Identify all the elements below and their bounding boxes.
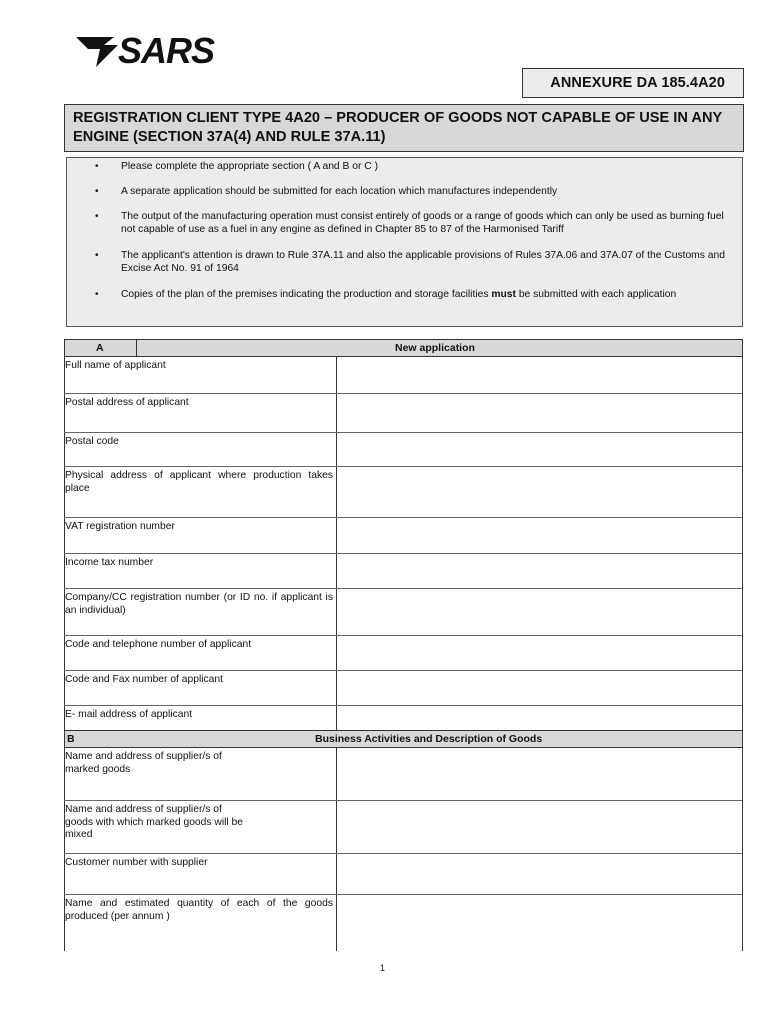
income-tax-input[interactable] <box>336 554 743 588</box>
form-row-physical-address <box>64 467 743 518</box>
svg-text:SARS: SARS <box>118 31 215 71</box>
field-label: Physical address of applicant where production takes place <box>65 470 333 494</box>
bullet-icon: • <box>95 289 99 300</box>
form-row-supplier-marked-goods <box>64 748 743 801</box>
form-row-telephone <box>64 636 743 671</box>
form-row-supplier-mixed-goods <box>64 801 743 854</box>
section-caption: New application <box>395 342 475 354</box>
field-label: Full name of applicant <box>65 360 166 371</box>
section-caption: Business Activities and Description of Goods <box>315 733 543 745</box>
form-row-fax <box>64 671 743 706</box>
form-row-goods-quantity <box>64 895 743 951</box>
registration-form-table <box>64 339 743 951</box>
company-registration-input[interactable] <box>336 589 743 635</box>
form-row-full-name <box>64 357 743 394</box>
form-row-company-registration <box>64 589 743 636</box>
field-label: Name and address of supplier/s of goods with which marked goods will be mixed <box>65 804 243 840</box>
field-label: Customer number with supplier <box>65 857 208 868</box>
form-row-email <box>64 706 743 730</box>
customer-number-input[interactable] <box>336 854 743 894</box>
full-name-input[interactable] <box>336 357 743 393</box>
bullet-icon: • <box>95 186 99 197</box>
supplier-marked-goods-input[interactable] <box>336 748 743 800</box>
field-label: Postal address of applicant <box>65 397 189 408</box>
form-row-postal-code <box>64 433 743 467</box>
section-letter: B <box>67 733 75 745</box>
bullet-icon: • <box>95 211 99 222</box>
bullet-icon: • <box>95 161 99 172</box>
header-divider <box>136 340 137 356</box>
field-label: E- mail address of applicant <box>65 709 193 720</box>
instruction-emphasis: must <box>491 289 516 300</box>
field-label: Postal code <box>65 436 119 447</box>
field-label: Code and Fax number of applicant <box>65 674 223 685</box>
telephone-input[interactable] <box>336 636 743 670</box>
instruction-text-part: Copies of the plan of the premises indicating the production and storage facilities <box>121 289 492 300</box>
instruction-text <box>121 289 732 302</box>
form-row-vat-number <box>64 518 743 554</box>
instruction-text-part: be submitted with each application <box>515 289 677 300</box>
physical-address-input[interactable] <box>336 467 743 517</box>
instruction-text: A separate application should be submitted for each location which manufactures independently <box>121 186 558 197</box>
fax-input[interactable] <box>336 671 743 705</box>
bullet-icon: • <box>95 250 99 261</box>
form-row-customer-number <box>64 854 743 895</box>
instruction-text: The applicant's attention is drawn to Rule 37A.11 and also the applicable provisions of Rules 37A.06 and 37A.07 of the Customs and Excise Act No. 91 of 1964 <box>121 250 725 274</box>
sars-logo <box>74 31 244 73</box>
section-b-header <box>64 730 743 748</box>
vat-number-input[interactable] <box>336 518 743 553</box>
field-label: Income tax number <box>65 557 154 568</box>
page-number: 1 <box>380 963 386 973</box>
instructions-box <box>66 157 743 327</box>
postal-address-input[interactable] <box>336 394 743 432</box>
form-title: REGISTRATION CLIENT TYPE 4A20 – PRODUCER OF GOODS NOT CAPABLE OF USE IN ANY ENGINE (SECTION 37A(4) AND RULE 37A.11) <box>64 104 744 152</box>
section-letter: A <box>96 342 104 354</box>
field-label: Name and address of supplier/s of marked goods <box>65 751 222 775</box>
field-label: VAT registration number <box>65 521 175 532</box>
annexure-label: ANNEXURE DA 185.4A20 <box>522 68 744 98</box>
form-row-postal-address <box>64 394 743 433</box>
postal-code-input[interactable] <box>336 433 743 466</box>
goods-quantity-input[interactable] <box>336 895 743 951</box>
field-label: Company/CC registration number (or ID no. if applicant is an individual) <box>65 592 333 616</box>
email-input[interactable] <box>336 706 743 730</box>
field-label: Name and estimated quantity of each of the goods produced (per annum ) <box>65 898 333 922</box>
instruction-text: Please complete the appropriate section ( A and B or C ) <box>121 161 378 172</box>
section-a-header <box>64 339 743 357</box>
form-row-income-tax <box>64 554 743 589</box>
supplier-mixed-goods-input[interactable] <box>336 801 743 853</box>
instruction-text: The output of the manufacturing operation must consist entirely of goods or a range of goods which can only be used as burning fuel not capable of use as a fuel in any engine as defined in Chapter 85 to 87 of the Harmonised Tariff <box>121 211 724 235</box>
field-label: Code and telephone number of applicant <box>65 639 252 650</box>
